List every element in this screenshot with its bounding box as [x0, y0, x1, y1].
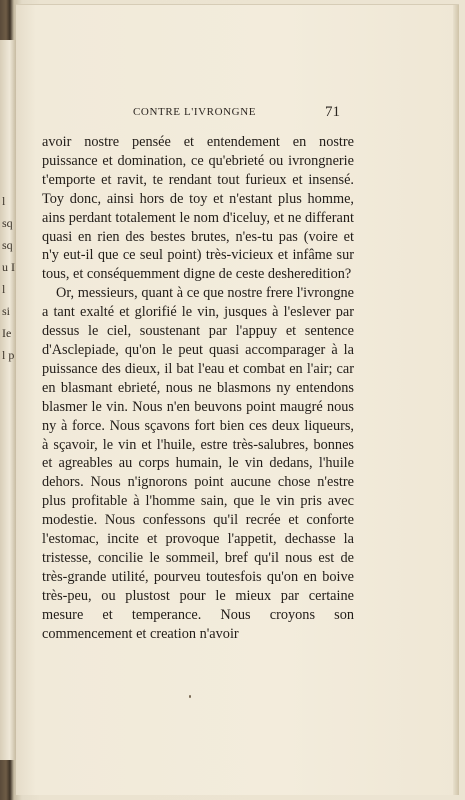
running-title: CONTRE L'IVRONGNE [133, 106, 257, 118]
left-page-edge [0, 40, 17, 760]
body-text [42, 133, 354, 643]
paragraph: Or, messieurs, quant à ce que nostre frere l'ivrongne a tant exalté et glorifié le vin, jusques à l'eslever par dessus le ciel, soustenant par l'appuy et sentence d'Asclepiade, qu'on le peut quasi accomparager à la puissance des dieux, il bat l'eau et combat en l'air; car en blasmant ebrieté, nous ne blasmons ny entendons blasmer le vin. Nous n'en beuvons point maugré nous ny à force. Nous sçavons fort bien ces deux liqueurs, à sçavoir, le vin et l'huile, estre très-salubres, bonnes et agreables au corps humain, le vin dedans, l'huile dehors. Nous n'ignorons point aucune chose n'estre plus profitable à l'homme sain, que le vin pris avec modestie. Nous confessons qu'il recrée et conforte l'estomac, incite et provoque l'appetit, dechasse la tristesse, concilie le sommeil, bref qu'il nous est de très-grande utilité, pourveu toutesfois qu'on en boive très-peu, ou plustost pour le mieux par certaine mesure et temperance. Nous croyons son commencement et creation n'avoir [42, 285, 354, 642]
paper-speck [189, 695, 191, 698]
paragraph: avoir nostre pensée et entendement en nostre puissance et domination, ce qu'ebrieté ou ivrongnerie t'emporte et ravit, te rendant tout furieux et insensé. Toy donc, ainsi hors de toy et n'estant plus homme, ains perdant totalement le nom d'iceluy, et ne differant quasi en rien des bestes brutes, n'es-tu pas (voire et n'y eut-il que ce seul point) très-vicieux et infâme sur tous, et conséquemment digne de ceste desheredition? [42, 134, 354, 283]
book-page [16, 4, 459, 795]
running-head [16, 106, 459, 126]
page-number: 71 [325, 104, 340, 120]
left-page-text-fragments: l sq sq u I l si Ie l p [2, 194, 15, 362]
right-page-edge [453, 5, 459, 795]
